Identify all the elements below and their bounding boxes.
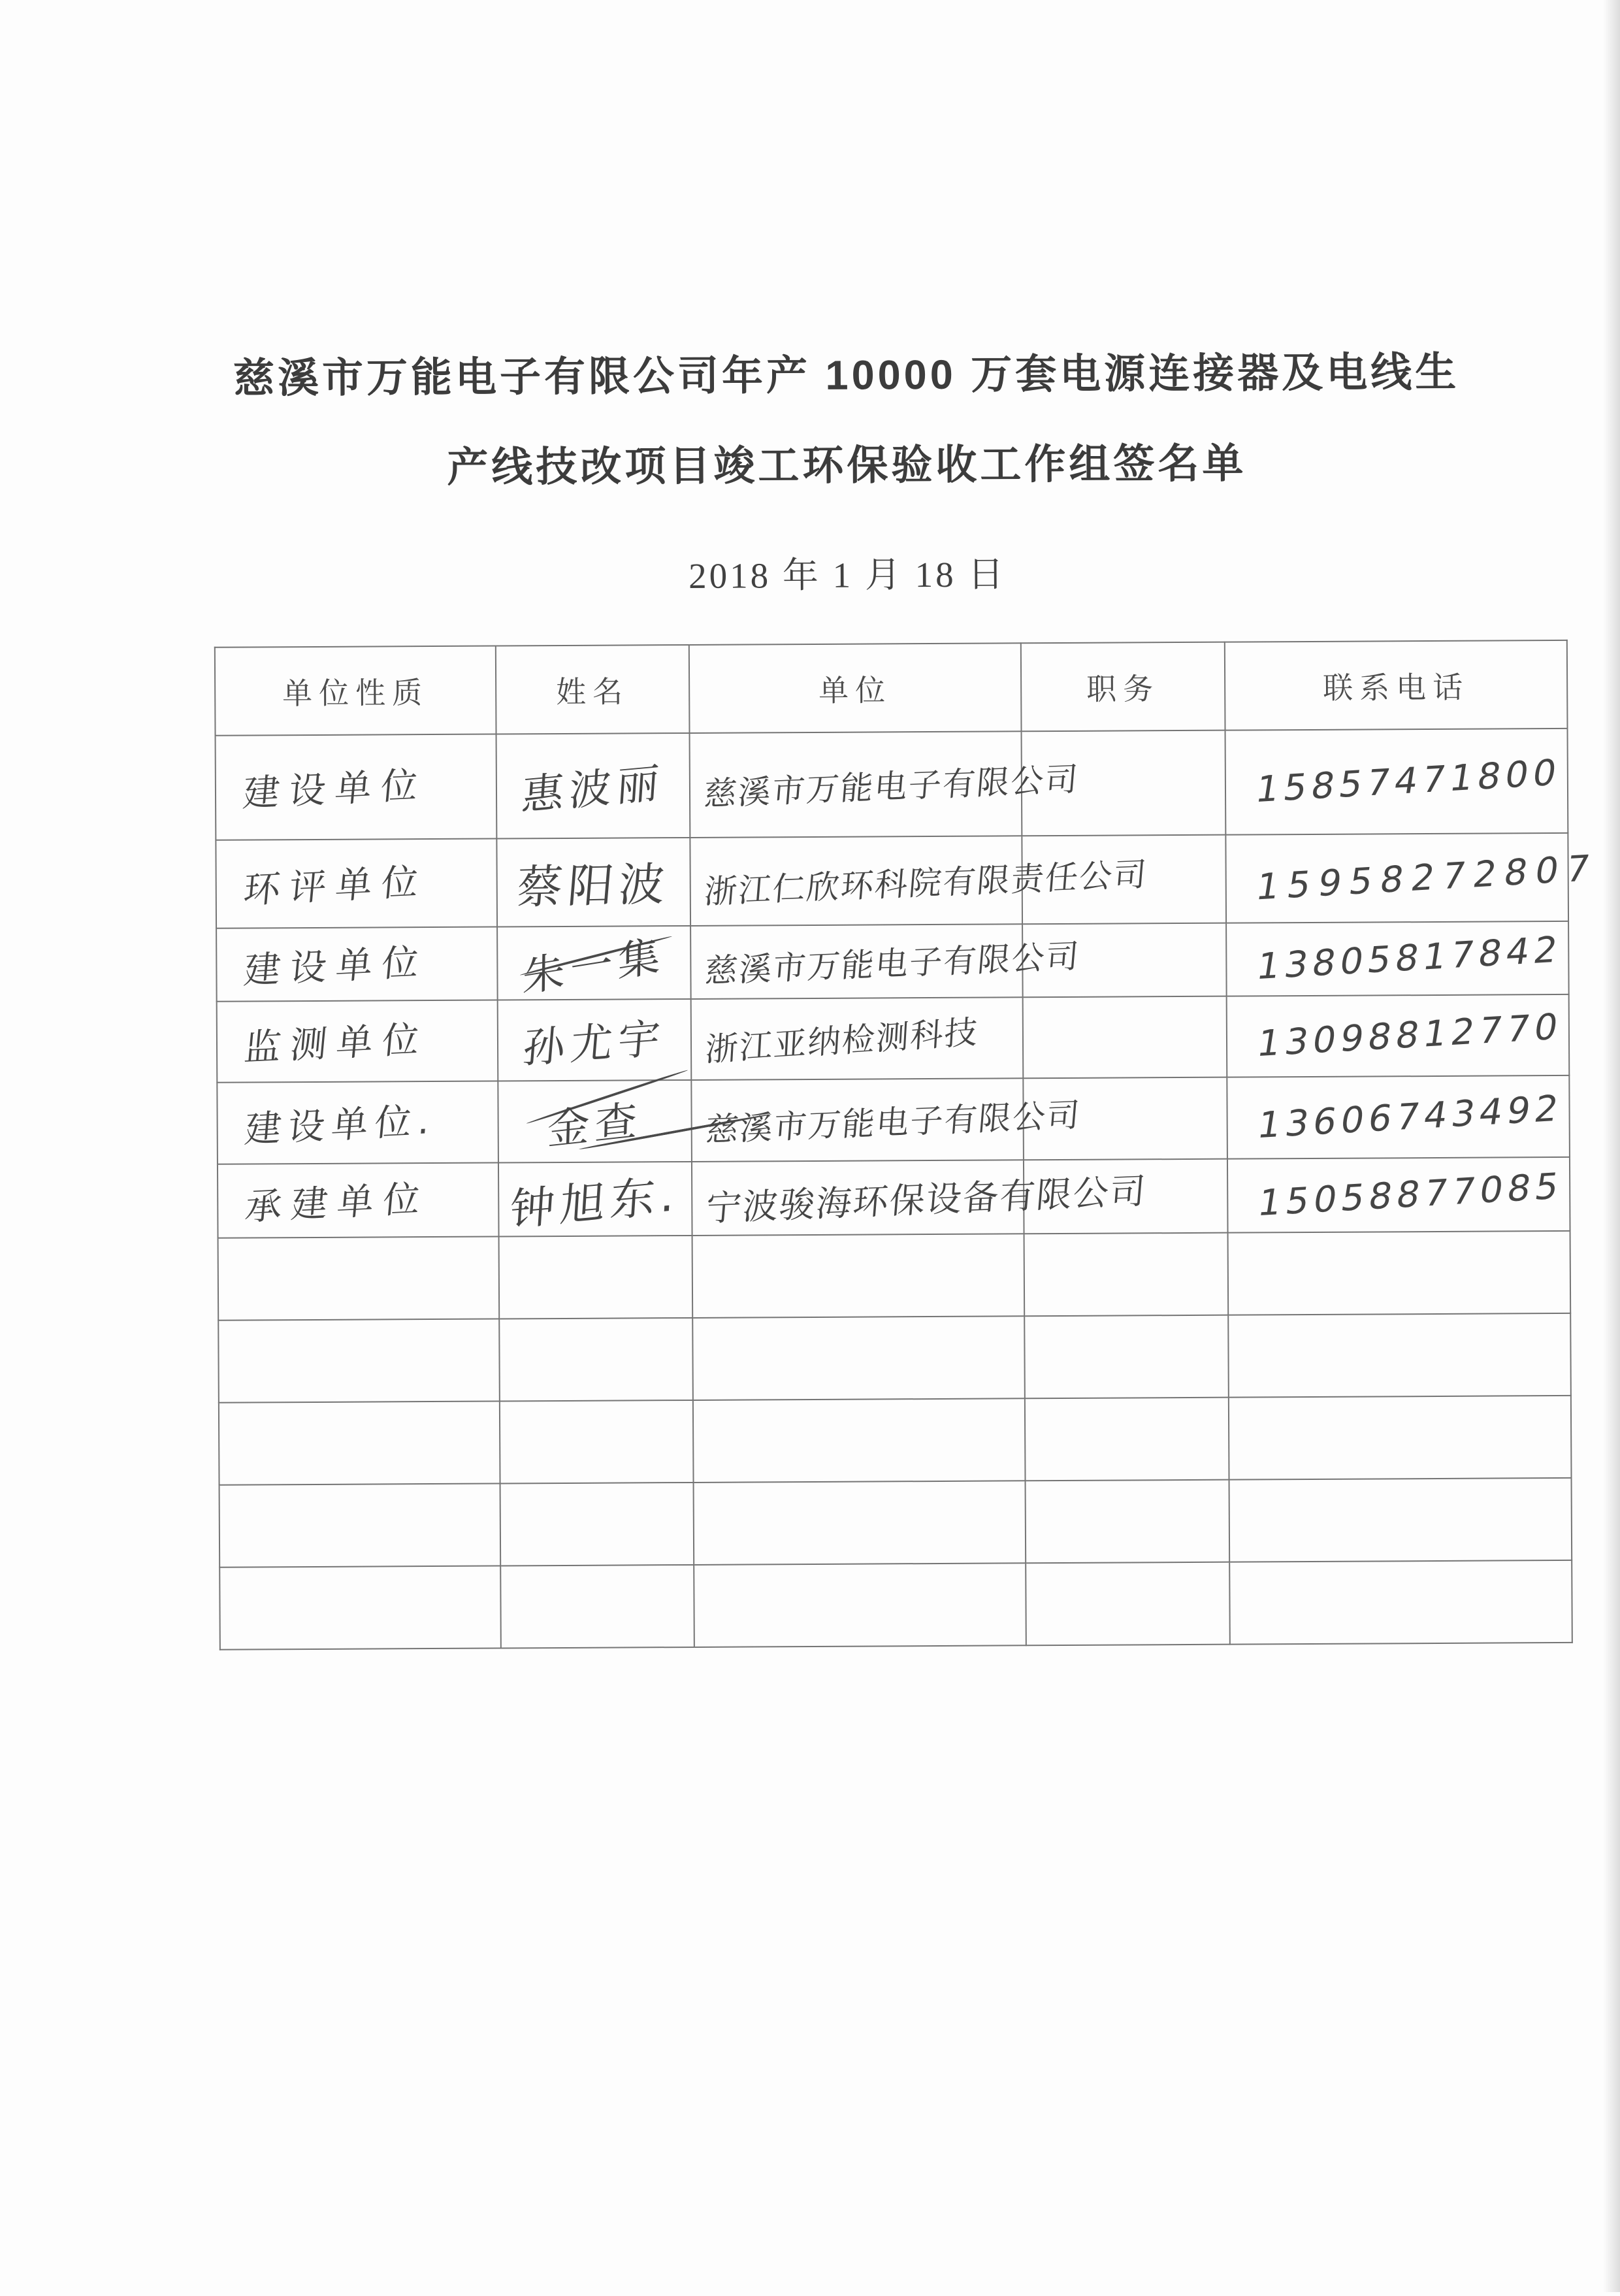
cell-name xyxy=(498,1080,692,1163)
empty-cell xyxy=(219,1566,501,1649)
empty-cell xyxy=(694,1481,1026,1565)
empty-cell xyxy=(500,1483,694,1566)
column-header-unit-type: 单位性质 xyxy=(215,646,496,736)
handwritten-unit-type: 建设单位. xyxy=(242,1099,438,1151)
handwritten-unit-type: 建设单位 xyxy=(240,764,429,815)
document-date: 2018 年 1 月 18 日 xyxy=(688,554,1007,596)
cell-unit-type xyxy=(217,1000,498,1083)
cell-unit-type xyxy=(217,1081,498,1164)
cell-organization xyxy=(691,997,1024,1080)
cell-name xyxy=(498,999,692,1081)
handwritten-phone: 15958272807 xyxy=(1253,846,1601,908)
header-row xyxy=(215,640,1568,736)
empty-row xyxy=(218,1313,1571,1403)
empty-row xyxy=(219,1560,1572,1650)
handwritten-organization: 浙江仁欣环科院有限责任公司 xyxy=(702,855,1149,911)
empty-cell xyxy=(1229,1478,1572,1562)
cell-phone xyxy=(1226,921,1569,996)
cell-phone xyxy=(1227,1157,1570,1233)
empty-cell xyxy=(499,1236,693,1319)
cell-position xyxy=(1024,1159,1228,1234)
empty-cell xyxy=(1025,1398,1229,1481)
empty-cell xyxy=(1026,1562,1230,1646)
handwritten-phone: 13098812770 xyxy=(1254,1005,1566,1065)
column-header-organization: 单位 xyxy=(689,643,1022,733)
empty-cell xyxy=(499,1318,693,1402)
cell-unit-type xyxy=(216,927,498,1002)
document-title-line1: 慈溪市万能电子有限公司年产 10000 万套电源连接器及电线生 xyxy=(233,349,1460,402)
cell-unit-type xyxy=(216,734,497,840)
handwritten-signature: 钟旭东. xyxy=(508,1169,682,1237)
cell-name xyxy=(496,838,690,927)
empty-row xyxy=(218,1231,1571,1320)
handwritten-signature: 朱一集 xyxy=(522,931,666,1002)
empty-cell xyxy=(692,1234,1025,1318)
empty-cell xyxy=(692,1316,1025,1400)
empty-cell xyxy=(500,1400,694,1484)
empty-cell xyxy=(693,1398,1026,1483)
empty-cell xyxy=(1229,1560,1572,1645)
empty-cell xyxy=(1228,1313,1571,1398)
title-block xyxy=(0,0,1618,602)
handwritten-organization: 宁波骏海环保设备有限公司 xyxy=(704,1170,1148,1230)
table-row xyxy=(218,1157,1570,1238)
table-row xyxy=(216,729,1568,840)
handwritten-phone: 13606743492 xyxy=(1254,1087,1566,1146)
cell-name xyxy=(498,1162,692,1237)
empty-cell xyxy=(1228,1231,1571,1315)
empty-cell xyxy=(500,1565,694,1648)
cell-phone xyxy=(1227,994,1570,1077)
empty-cell xyxy=(1024,1233,1229,1317)
handwritten-signature: 蔡阳波 xyxy=(514,857,672,915)
handwritten-signature: 孙尤宇 xyxy=(521,1014,668,1074)
cell-organization xyxy=(690,731,1081,838)
cell-name xyxy=(496,733,690,839)
cell-organization xyxy=(690,836,1149,926)
cell-organization xyxy=(692,1160,1148,1236)
handwritten-organization: 慈溪市万能电子有限公司 xyxy=(703,937,1082,991)
empty-cell xyxy=(218,1319,500,1402)
handwritten-unit-type: 建设单位 xyxy=(242,941,430,992)
column-header-phone: 联系电话 xyxy=(1225,640,1568,730)
handwritten-organization: 慈溪市万能电子有限公司 xyxy=(704,1095,1082,1149)
cell-unit-type xyxy=(218,1163,499,1238)
column-header-name: 姓名 xyxy=(496,645,690,734)
cell-phone xyxy=(1225,729,1568,835)
cell-position xyxy=(1023,1077,1227,1160)
empty-cell xyxy=(219,1483,501,1567)
handwritten-signature: 金查 xyxy=(546,1096,643,1155)
empty-row xyxy=(219,1478,1572,1567)
cell-position xyxy=(1022,835,1226,925)
table-row xyxy=(216,833,1568,928)
table-row xyxy=(216,921,1569,1002)
handwritten-unit-type: 监测单位 xyxy=(242,1018,430,1070)
table-row xyxy=(217,994,1570,1083)
handwritten-unit-type: 环评单位 xyxy=(241,860,430,912)
empty-cell xyxy=(1229,1396,1572,1480)
cell-name xyxy=(497,926,691,1000)
handwritten-phone: 15857471800 xyxy=(1253,751,1564,811)
handwritten-signature: 惠波丽 xyxy=(520,759,666,821)
table-row xyxy=(217,1075,1570,1164)
empty-cell xyxy=(1026,1480,1230,1564)
document-title-line2: 产线技改项目竣工环保验收工作组签名单 xyxy=(447,440,1247,491)
handwritten-unit-type: 承建单位 xyxy=(243,1177,431,1229)
empty-cell xyxy=(694,1563,1026,1647)
cell-organization xyxy=(691,1078,1082,1162)
handwritten-organization: 慈溪市万能电子有限公司 xyxy=(702,760,1081,813)
handwritten-phone: 15058877085 xyxy=(1255,1164,1566,1224)
empty-cell xyxy=(1024,1315,1229,1399)
cell-organization xyxy=(690,924,1082,999)
handwritten-phone: 13805817842 xyxy=(1254,928,1565,988)
handwritten-organization: 浙江亚纳检测科技 xyxy=(704,1013,980,1069)
empty-cell xyxy=(218,1237,500,1320)
cell-unit-type xyxy=(216,839,497,928)
cell-position xyxy=(1022,730,1226,836)
empty-row xyxy=(219,1396,1572,1485)
cell-position xyxy=(1023,996,1227,1079)
cell-phone xyxy=(1227,1075,1570,1159)
cell-position xyxy=(1022,923,1227,998)
cell-phone xyxy=(1225,833,1601,923)
column-header-position: 职务 xyxy=(1021,642,1225,732)
empty-cell xyxy=(219,1401,500,1484)
signature-table xyxy=(214,640,1601,1650)
